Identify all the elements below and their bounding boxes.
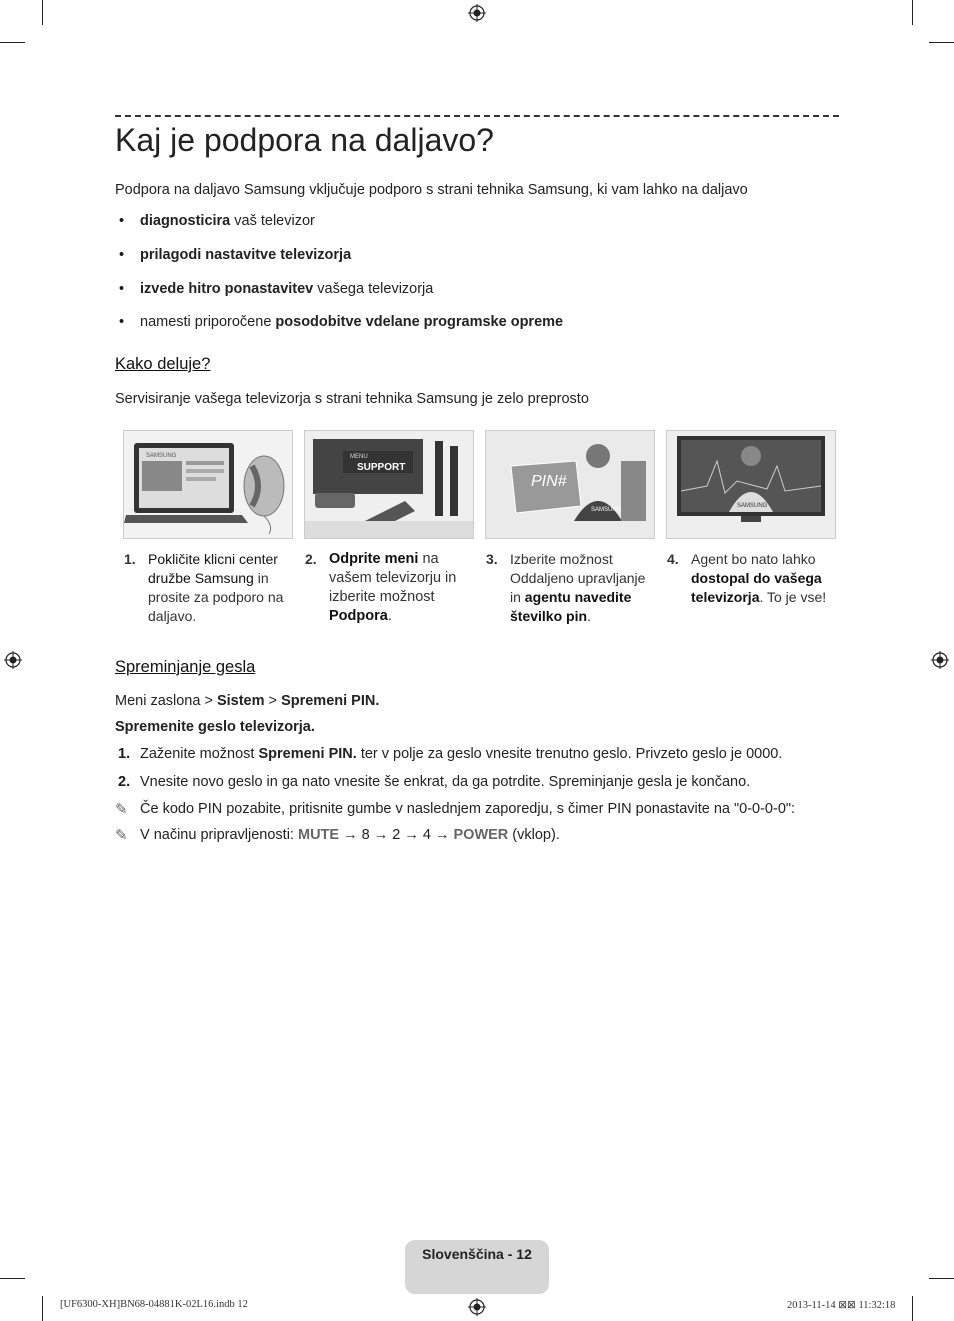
pin-label: PIN# (531, 473, 567, 490)
pin-step: Zaženite možnost Spremeni PIN. ter v polje za geslo vnesite trenutno geslo. Privzeto geslo je 0000. (140, 746, 783, 762)
pin-note: Če kodo PIN pozabite, pritisnite gumbe v naslednjem zaporedju, s čimer PIN ponastavite na "0-0-0-0": (140, 801, 796, 817)
pin-instruction: Spremenite geslo televizorja. (115, 719, 315, 735)
pin-step: Vnesite novo geslo in ga nato vnesite še enkrat, da ga potrdite. Spreminjanje gesla je končano. (140, 774, 751, 790)
bullet-icon: • (119, 281, 125, 297)
bullet-icon: • (119, 213, 125, 229)
bullet-item: namesti priporočene posodobitve vdelane programske opreme (140, 314, 564, 330)
tv-menu-illustration (304, 430, 474, 539)
crop-mark (0, 42, 25, 43)
page-number: Slovenščina - 12 (422, 1246, 532, 1262)
section-heading-pin: Spreminjanje gesla (115, 658, 256, 676)
registration-mark-icon (468, 1298, 486, 1316)
pin-agent-illustration (485, 430, 655, 539)
crop-mark (912, 1296, 913, 1321)
menu-path: Meni zaslona > Sistem > Spremeni PIN. (115, 693, 380, 709)
section-heading-how: Kako deluje? (115, 355, 211, 373)
crop-mark (912, 0, 913, 25)
laptop-phone-illustration (123, 430, 293, 539)
page-title: Kaj je podpora na daljavo? (115, 122, 494, 158)
note-icon: ✎ (115, 801, 128, 818)
print-date-info: 2013-11-14 ⊠⊠ 11:32:18 (787, 1300, 896, 1311)
print-file-info: [UF6300-XH]BN68-04881K-02L16.indb 12 (60, 1299, 248, 1310)
laptop-screen-label: SAMSUNG (146, 453, 177, 459)
crop-mark (42, 0, 43, 25)
registration-mark-icon (931, 651, 949, 669)
crop-mark (42, 1296, 43, 1321)
pin-note: V načinu pripravljenosti: MUTE → 8 → 2 → 4 → POWER (vklop). (140, 827, 560, 843)
crop-mark (929, 1278, 954, 1279)
tv-agent-illustration (666, 430, 836, 539)
bullet-icon: • (119, 314, 125, 330)
note-icon: ✎ (115, 827, 128, 844)
bullet-icon: • (119, 247, 125, 263)
bullet-item: izvede hitro ponastavitev vašega televizorja (140, 281, 434, 297)
how-text: Servisiranje vašega televizorja s strani tehnika Samsung je zelo preprosto (115, 391, 589, 407)
title-divider (115, 115, 839, 117)
bullet-item: diagnosticira vaš televizor (140, 213, 315, 229)
pin-step-number: 2. (118, 774, 131, 790)
agent-logo-label: SAMSUNG (591, 507, 622, 513)
bullet-item: prilagodi nastavitve televizorja (140, 247, 352, 263)
intro-text: Podpora na daljavo Samsung vključuje podporo s strani tehnika Samsung, ki vam lahko na daljavo (115, 182, 748, 198)
support-label: SUPPORT (357, 462, 406, 473)
pin-step-number: 1. (118, 746, 131, 762)
menu-label: MENU (350, 454, 368, 460)
registration-mark-icon (4, 651, 22, 669)
crop-mark (0, 1278, 25, 1279)
tv-logo-label: SAMSUNG (737, 503, 768, 509)
crop-mark (929, 42, 954, 43)
registration-mark-icon (468, 4, 486, 22)
